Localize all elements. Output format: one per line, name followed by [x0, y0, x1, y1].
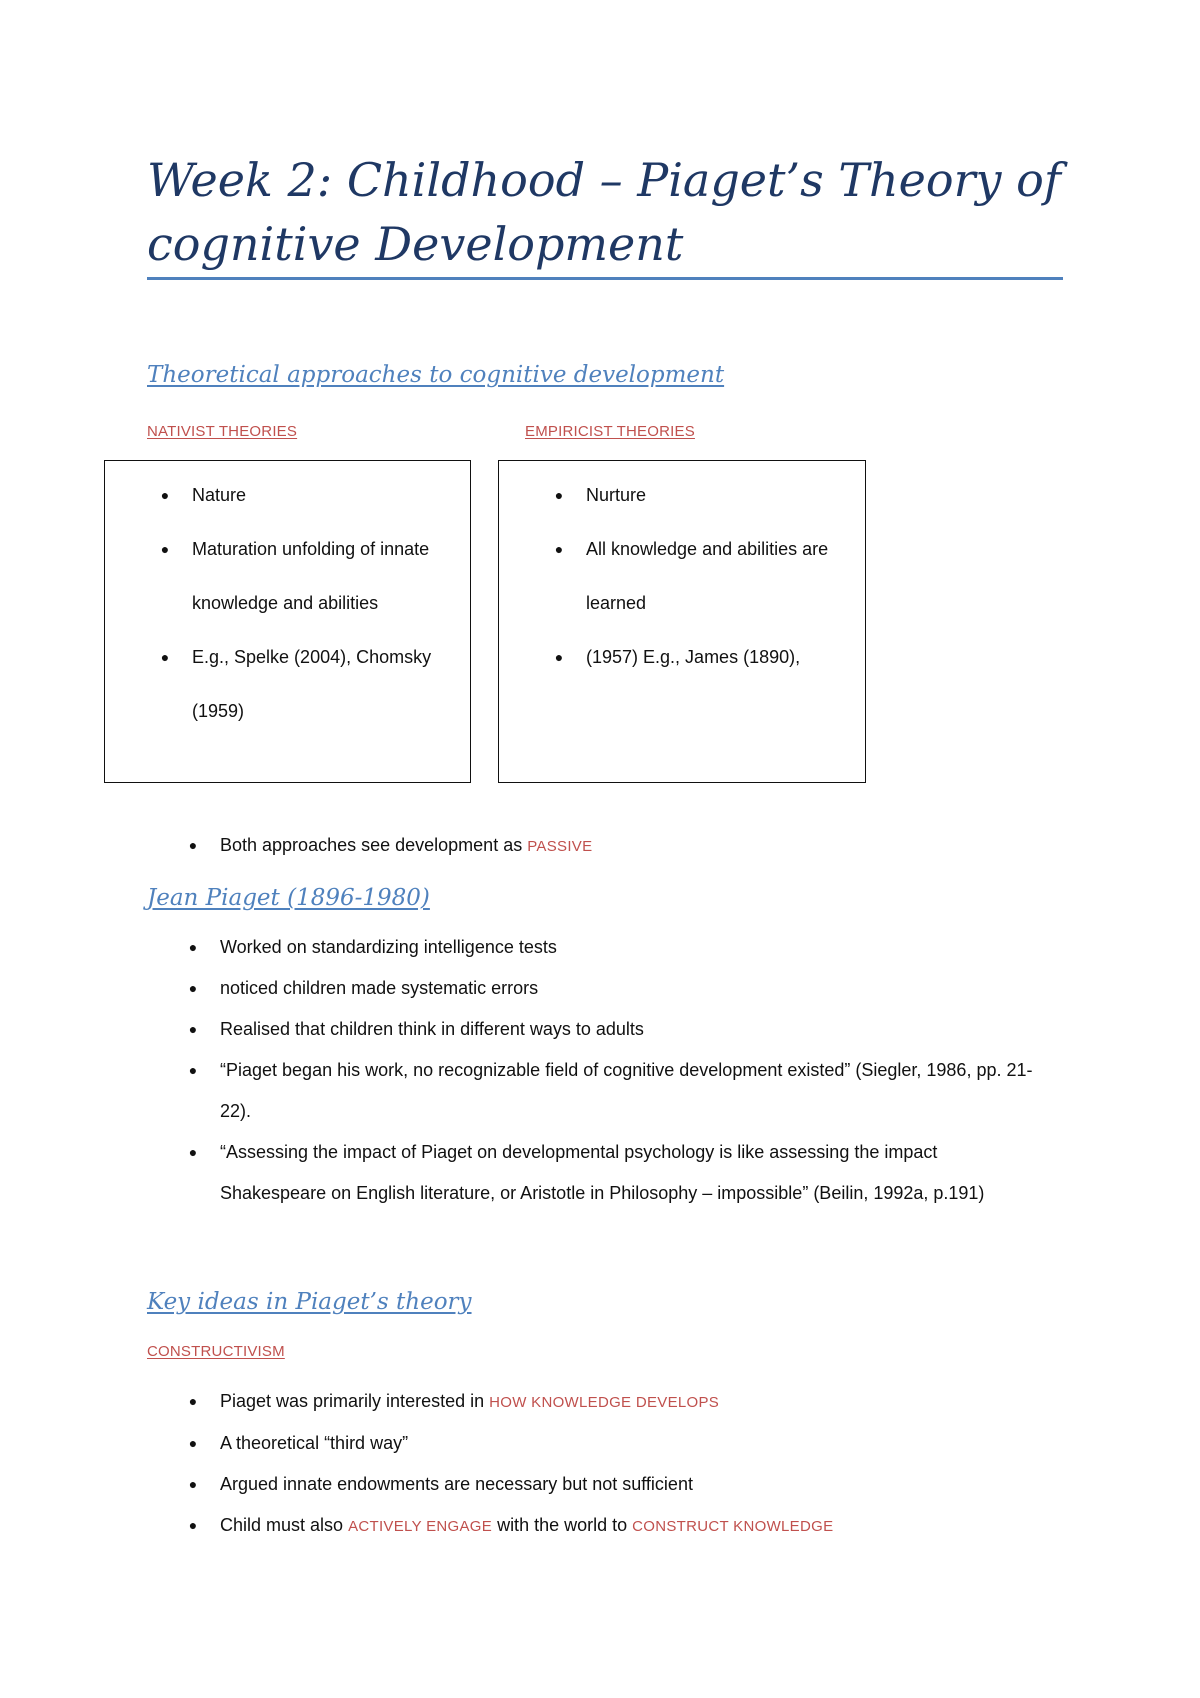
list-item	[147, 1505, 1047, 1547]
bullet-icon: ●	[188, 1435, 198, 1451]
bullet-icon: ●	[188, 1062, 198, 1078]
bullet-icon: ●	[160, 487, 170, 503]
list-item-text: Nature	[192, 485, 247, 505]
list-item	[147, 1381, 1047, 1423]
bullet-icon: ●	[188, 1517, 198, 1533]
list-item	[105, 630, 470, 738]
bullet-icon: ●	[554, 649, 564, 665]
bullet-icon: ●	[188, 1476, 198, 1492]
empiricist-list	[499, 468, 865, 684]
list-item	[147, 1132, 1047, 1214]
construct-knowledge-emphasis: CONSTRUCT KNOWLEDGE	[632, 1518, 834, 1535]
list-item	[105, 468, 470, 522]
how-knowledge-develops-emphasis: HOW KNOWLEDGE DEVELOPS	[489, 1394, 720, 1411]
list-item-text: E.g., Spelke (2004), Chomsky (1959)	[192, 647, 432, 721]
list-item-text: noticed children made systematic errors	[220, 978, 539, 998]
bullet-icon: ●	[188, 980, 198, 996]
list-item	[147, 1050, 1047, 1132]
nativist-theories-box	[104, 460, 471, 783]
list-item	[499, 468, 865, 522]
piaget-list	[147, 927, 1047, 1214]
bullet-icon: ●	[160, 649, 170, 665]
list-item-text: Piaget was primarily interested in	[220, 1391, 490, 1411]
bullet-icon: ●	[188, 1144, 198, 1160]
list-item-text: (1957) E.g., James (1890),	[586, 647, 801, 667]
bullet-icon: ●	[188, 1021, 198, 1037]
list-item	[105, 522, 470, 630]
nativist-list	[105, 468, 470, 738]
empiricist-theories-box	[498, 460, 866, 783]
bullet-icon: ●	[554, 541, 564, 557]
bullet-icon: ●	[188, 939, 198, 955]
title-underline-rule	[147, 277, 1063, 280]
list-item-text: Child must also	[220, 1515, 349, 1535]
list-item-text: All knowledge and abilities are learned	[586, 539, 829, 613]
heading-jean-piaget: Jean Piaget (1896-1980)	[147, 885, 430, 911]
label-constructivism: CONSTRUCTIVISM	[147, 1343, 285, 1360]
list-item-text: Maturation unfolding of innate knowledge and abilities	[192, 539, 430, 613]
list-item	[147, 1464, 1047, 1505]
list-item	[147, 1009, 1047, 1050]
actively-engage-emphasis: ACTIVELY ENGAGE	[348, 1518, 493, 1535]
page-title: Week 2: Childhood – Piaget’s Theory of cognitive Development	[147, 153, 1061, 271]
list-item-text: “Piaget began his work, no recognizable field of cognitive development existed” (Siegler, 1986, pp. 21-22).	[220, 1060, 1033, 1121]
passive-emphasis: PASSIVE	[527, 838, 593, 855]
summary-text: Both approaches see development as	[220, 835, 528, 855]
label-nativist-theories: NATIVIST THEORIES	[147, 423, 298, 440]
constructivism-list	[147, 1381, 1047, 1547]
list-item	[499, 522, 865, 630]
bullet-icon: ●	[188, 837, 198, 853]
list-item-text: Worked on standardizing intelligence tests	[220, 937, 557, 957]
bullet-icon: ●	[554, 487, 564, 503]
list-item	[147, 825, 1047, 867]
list-item-text: with the world to	[492, 1515, 633, 1535]
list-item-text: Realised that children think in different ways to adults	[220, 1019, 644, 1039]
list-item-text: A theoretical “third way”	[220, 1433, 409, 1453]
label-empiricist-theories: EMPIRICIST THEORIES	[525, 423, 695, 440]
bullet-icon: ●	[188, 1393, 198, 1409]
heading-theoretical-approaches: Theoretical approaches to cognitive development	[147, 362, 725, 388]
bullet-icon: ●	[160, 541, 170, 557]
list-item-text: Argued innate endowments are necessary but not sufficient	[220, 1474, 693, 1494]
summary-list	[147, 825, 1047, 867]
list-item	[147, 927, 1047, 968]
list-item	[147, 968, 1047, 1009]
heading-key-ideas: Key ideas in Piaget’s theory	[147, 1289, 472, 1315]
list-item	[147, 1423, 1047, 1464]
list-item-text: Nurture	[586, 485, 647, 505]
list-item	[499, 630, 865, 684]
list-item-text: “Assessing the impact of Piaget on developmental psychology is like assessing the impact Shakespeare on English literature, or Aristotle in Philosophy – impossible” (Beilin, 1992a, p.191)	[220, 1142, 985, 1203]
